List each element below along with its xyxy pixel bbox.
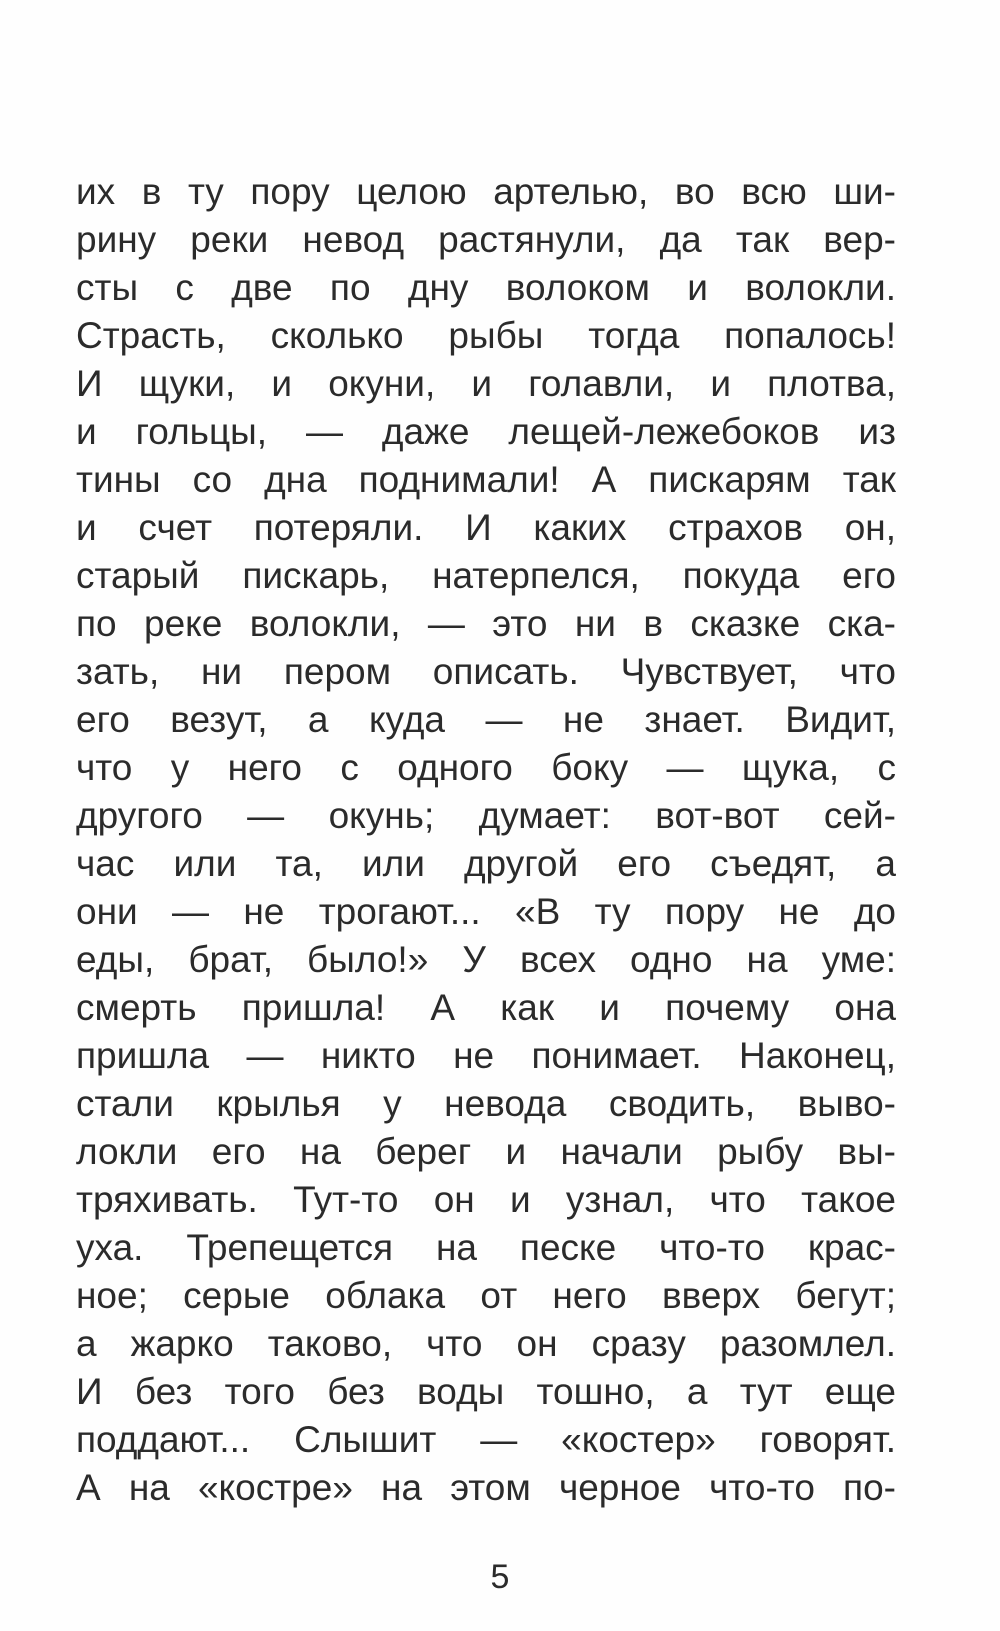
text-line: что у него с одного боку — щука, с [76,747,896,788]
text-line: и гольцы, — даже лещей-лежебоков из [76,411,896,452]
text-line: рину реки невод растянули, да так вер- [76,219,896,260]
text-line: И без того без воды тошно, а тут еще [76,1371,896,1412]
text-line: тины со дна поднимали! А пискарям так [76,459,896,500]
text-line: а жарко таково, что он сразу разомлел. [76,1323,896,1364]
text-line: они — не трогают... «В ту пору не до [76,891,896,932]
page-number: 5 [490,1558,510,1596]
text-line: уха. Трепещется на песке что-то крас- [76,1227,896,1268]
text-line: другого — окунь; думает: вот-вот сей- [76,795,896,836]
text-line: сты с две по дну волоком и волокли. [76,267,896,308]
text-line: И щуки, и окуни, и голавли, и плотва, [76,363,896,404]
text-line: тряхивать. Тут-то он и узнал, что такое [76,1179,896,1220]
text-line: час или та, или другой его съедят, а [76,843,896,884]
text-line: А на «костре» на этом черное что-то по- [76,1467,896,1508]
text-line: смерть пришла! А как и почему она [76,987,896,1028]
text-line: пришла — никто не понимает. Наконец, [76,1035,896,1076]
text-line: его везут, а куда — не знает. Видит, [76,699,896,740]
text-line: и счет потеряли. И каких страхов он, [76,507,896,548]
text-line: по реке волокли, — это ни в сказке ска- [76,603,896,644]
text-line: локли его на берег и начали рыбу вы- [76,1131,896,1172]
text-line: зать, ни пером описать. Чувствует, что [76,651,896,692]
text-line: поддают... Слышит — «костер» говорят. [76,1419,896,1460]
text-line: старый пискарь, натерпелся, покуда его [76,555,896,596]
text-line: Страсть, сколько рыбы тогда попалось! [76,315,896,356]
text-line: их в ту пору целою артелью, во всю ши- [76,171,896,212]
text-line: еды, брат, было!» У всех одно на уме: [76,939,896,980]
text-line: стали крылья у невода сводить, выво- [76,1083,896,1124]
text-line: ное; серые облака от него вверх бегут; [76,1275,896,1316]
body-text [76,168,896,1512]
